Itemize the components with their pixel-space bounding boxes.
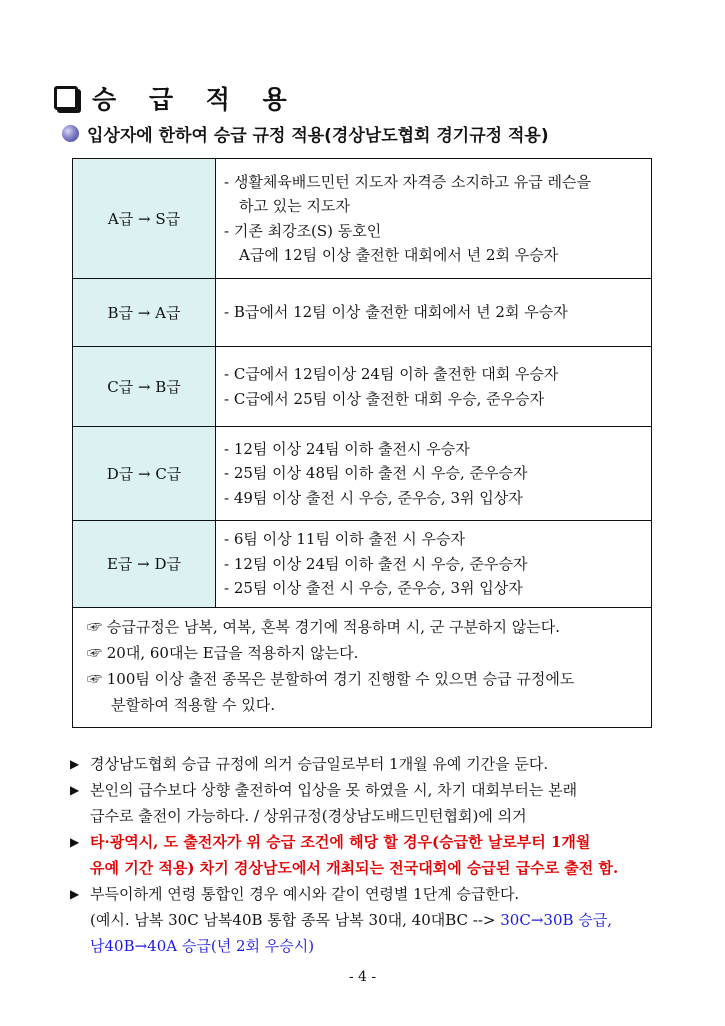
criteria-cell: [216, 279, 652, 347]
bullet-text: 경상남도협회 승급 규정에 의거 승급일로부터 1개월 유예 기간을 둔다.: [90, 755, 549, 773]
criteria-line: - C급에서 12팀이상 24팀 이하 출전한 대회 우승자: [224, 365, 559, 383]
criteria-line: - 25팀 이상 48팀 이하 출전 시 우승, 준우승자: [224, 464, 528, 483]
grade-cell: B급 → A급: [73, 279, 216, 347]
criteria-cell: [216, 521, 652, 608]
section-heading: [54, 80, 299, 116]
criteria-line: - B급에서 12팀 이상 출전한 대회에서 년 2회 우승자: [224, 303, 568, 322]
bullet-text-highlight: 타·광역시, 도 출전자가 위 승급 조건에 해당 할 경우(승급한 날로부터 1개월: [90, 833, 591, 851]
grade-cell: C급 → B급: [73, 347, 216, 427]
criteria-line: - C급에서 25팀 이상 출전한 대회 우승, 준우승자: [224, 389, 545, 408]
grade-cell: D급 → C급: [73, 427, 216, 521]
list-item: [70, 881, 680, 907]
bullet-text: 본인의 급수보다 상향 출전하여 입상을 못 하였을 시, 차기 대회부터는 본래: [90, 781, 578, 799]
table-row: [73, 279, 652, 347]
table-row: [73, 159, 652, 279]
criteria-line: A급에 12팀 이상 출전한 대회에서 년 2회 우승자: [239, 246, 559, 264]
criteria-line: - 6팀 이상 11팀 이하 출전 시 우승자: [224, 530, 465, 548]
bullet-text: 부득이하게 연령 통합인 경우 예시와 같이 연령별 1단계 승급한다.: [90, 885, 520, 903]
table-row: [73, 347, 652, 427]
sphere-bullet-icon: [62, 125, 79, 142]
criteria-cell: [216, 159, 652, 279]
promotion-rules-table: [72, 158, 652, 728]
example-highlight: 30C→30B 승급,: [500, 911, 613, 929]
criteria-cell: [216, 427, 652, 521]
bullet-continuation: 급수로 출전이 가능하다. / 상위규정(경상남도배드민턴협회)에 의거: [90, 807, 527, 825]
criteria-line: - 25팀 이상 출전 시 우승, 준우승, 3위 입상자: [224, 579, 523, 597]
list-item: [70, 751, 680, 777]
list-item: [70, 777, 680, 803]
grade-cell: A급 → S급: [73, 159, 216, 279]
bullet-continuation-highlight: 유예 기간 적용) 차기 경상남도에서 개최되는 전국대회에 승급된 급수로 출전 함.: [90, 859, 619, 877]
example-text: (예시. 남복 30C 남복40B 통합 종목 남복 30대, 40대BC -->: [90, 911, 501, 929]
criteria-line: 하고 있는 지도자: [239, 197, 350, 215]
checkbox-square-icon: [54, 86, 78, 110]
section-title: 승 급 적 용: [92, 85, 299, 114]
triangle-bullet-icon: ▶: [70, 783, 80, 797]
criteria-line: - 기존 최강조(S) 동호인: [224, 221, 382, 240]
note-line: ☞ 20대, 60대는 E급을 적용하지 않는다.: [87, 644, 359, 662]
criteria-line: - 생활체육배드민턴 지도자 자격증 소지하고 유급 레슨을: [224, 172, 591, 191]
criteria-line: - 49팀 이상 출전 시 우승, 준우승, 3위 입상자: [224, 488, 523, 507]
note-line: 분할하여 적용할 수 있다.: [111, 696, 275, 714]
criteria-line: - 12팀 이상 24팀 이하 출전시 우승자: [224, 439, 470, 458]
bullet-continuation: [70, 907, 680, 933]
grade-cell: E급 → D급: [73, 521, 216, 608]
page-number: - 4 -: [348, 969, 377, 985]
table-row: [73, 607, 652, 727]
notes-cell: [73, 607, 652, 727]
bullet-list: [70, 751, 680, 959]
criteria-cell: [216, 347, 652, 427]
subheading: [62, 121, 549, 146]
note-line: ☞ 100팀 이상 출전 종목은 분할하여 경기 진행할 수 있으면 승급 규정에도: [87, 670, 575, 688]
triangle-bullet-icon: ▶: [70, 835, 80, 849]
triangle-bullet-icon: ▶: [70, 887, 80, 901]
subheading-text: 입상자에 한하여 승급 규정 적용(경상남도협회 경기규정 적용): [87, 126, 549, 146]
table-row: [73, 521, 652, 608]
list-item: [70, 829, 680, 855]
table-row: [73, 427, 652, 521]
criteria-line: - 12팀 이상 24팀 이하 출전 시 우승, 준우승자: [224, 554, 528, 573]
bullet-continuation-highlight: 남40B→40A 승급(년 2회 우승시): [90, 937, 315, 955]
triangle-bullet-icon: ▶: [70, 757, 80, 771]
note-line: ☞ 승급규정은 남복, 여복, 혼복 경기에 적용하며 시, 군 구분하지 않는다.: [87, 618, 560, 636]
